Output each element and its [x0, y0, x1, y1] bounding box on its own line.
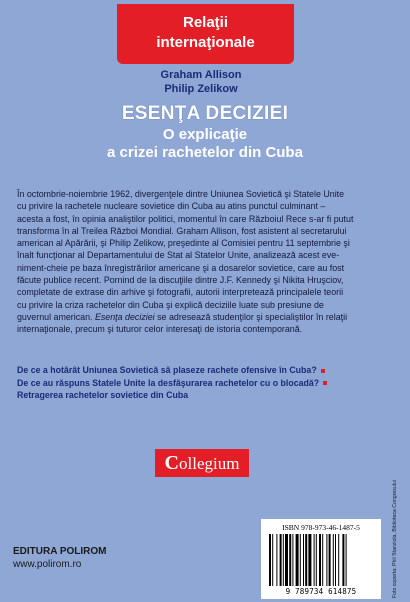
photo-credit-text: Foto coperta: Phil Stanziola, Biblioteca Congresului: [392, 480, 398, 598]
barcode-bar: [296, 534, 299, 586]
description: [17, 188, 395, 336]
barcode-bar: [269, 534, 271, 586]
description-text: guvernul american.: [17, 311, 93, 322]
collegium-logo: [155, 449, 249, 477]
collegium-logo-initial: C: [164, 452, 179, 474]
description-line: făcute publice recent. Pornind de la discuţiile dintre J.F. Kennedy şi Nikita Hruşciov,: [17, 275, 344, 286]
question-item: [17, 389, 397, 402]
question-text: De ce a hotărât Uniunea Sovietică să plaseze rachete ofensive în Cuba?: [17, 365, 317, 375]
series-badge: [117, 4, 294, 64]
red-bullet-icon: [321, 369, 325, 373]
description-italic-title: Esenţa deciziei: [94, 311, 155, 322]
publisher: [13, 545, 107, 571]
barcode-bar: [326, 534, 327, 586]
question-item: [17, 364, 397, 377]
authors: [0, 68, 410, 96]
photo-credit: [392, 480, 402, 598]
description-line: completate de extrase din arhive şi fotografii, autorii interpretează principalele teorii: [17, 287, 344, 298]
barcode-bar: [292, 534, 293, 586]
barcode-bar: [276, 534, 277, 586]
publisher-url: www.polirom.ro: [13, 559, 82, 570]
barcode-bar: [342, 534, 344, 586]
barcode-box: [261, 519, 381, 599]
barcode-bar: [314, 534, 315, 586]
barcode-icon: [269, 534, 373, 586]
description-line: înalt funcţionar al Departamentului de Stat al Statelor Unite, analizează acest eve-: [17, 250, 340, 261]
barcode-digits: 9 789734 614875: [285, 587, 357, 596]
description-line: niment-cheie pe baza înregistrărilor americane şi a dosarelor sovietice, care au fost: [17, 262, 345, 273]
author-1: Graham Allison: [160, 69, 242, 81]
question-text: De ce au răspuns Statele Unite la desfăşurarea rachetelor cu o blocadă?: [17, 377, 320, 388]
chapter-questions: [17, 364, 397, 402]
barcode-bar: [300, 534, 301, 586]
description-line: cu privire la rachetele nucleare sovietice din Cuba au atins punctul culminant –: [17, 201, 326, 212]
barcode-bar: [285, 534, 288, 586]
barcode-bar: [335, 534, 336, 586]
book-subtitle: [0, 126, 410, 162]
publisher-name: EDITURA POLIROM: [13, 546, 107, 557]
author-2: Philip Zelikow: [164, 83, 238, 95]
description-line: cu privire la criza rachetelor din Cuba şi explică deciziile luate sub presiune de: [17, 299, 324, 310]
barcode-bar: [319, 534, 321, 586]
subtitle-line-1: O explicaţie: [162, 126, 248, 143]
book-title: ESENŢA DECIZIEI: [121, 103, 289, 124]
barcode-bar: [322, 534, 323, 586]
series-line-2: internaţionale: [156, 34, 255, 51]
barcode-bar: [346, 534, 347, 586]
barcode-bar: [280, 534, 282, 586]
description-line: internaţionale, precum şi tuturor celor interesaţi de istoria contemporană.: [17, 324, 303, 335]
barcode-bar: [329, 534, 331, 586]
description-line: american al Apărării, şi Philip Zelikow, preşedinte al Comisiei pentru 11 septembrie şi: [17, 238, 350, 249]
barcode-bar: [316, 534, 317, 586]
barcode-bar: [308, 534, 311, 586]
collegium-logo-text: ollegium: [179, 454, 240, 473]
description-line: [17, 311, 395, 323]
barcode-bar: [338, 534, 339, 586]
description-line: acesta a fost, în opinia analiştilor politici, momentul în care Războiul Rece s-ar fi putut: [17, 213, 354, 224]
description-line: În octombrie-noiembrie 1962, divergenţele dintre Uniunea Sovietică şi Statele Unite: [17, 189, 345, 199]
question-text: Retragerea rachetelor sovietice din Cuba: [17, 390, 189, 400]
red-bullet-icon: [323, 381, 327, 385]
subtitle-line-2: a crizei rachetelor din Cuba: [107, 144, 303, 161]
barcode-bar: [283, 534, 284, 586]
series-line-1: Relaţii: [182, 14, 228, 31]
barcode-bar: [303, 534, 304, 586]
description-line: transforma în al Treilea Război Mondial. Graham Allison, fost asistent al secretarului: [17, 225, 347, 236]
barcode-bar: [272, 534, 273, 586]
question-item: [17, 377, 397, 390]
isbn-text: ISBN 978-973-46-1487-5: [282, 523, 360, 532]
barcode-bar: [305, 534, 307, 586]
description-text: se adresează studenţilor şi specialiştilor în relaţii: [154, 311, 348, 322]
barcode-bar: [333, 534, 334, 586]
barcode-bar: [289, 534, 291, 586]
